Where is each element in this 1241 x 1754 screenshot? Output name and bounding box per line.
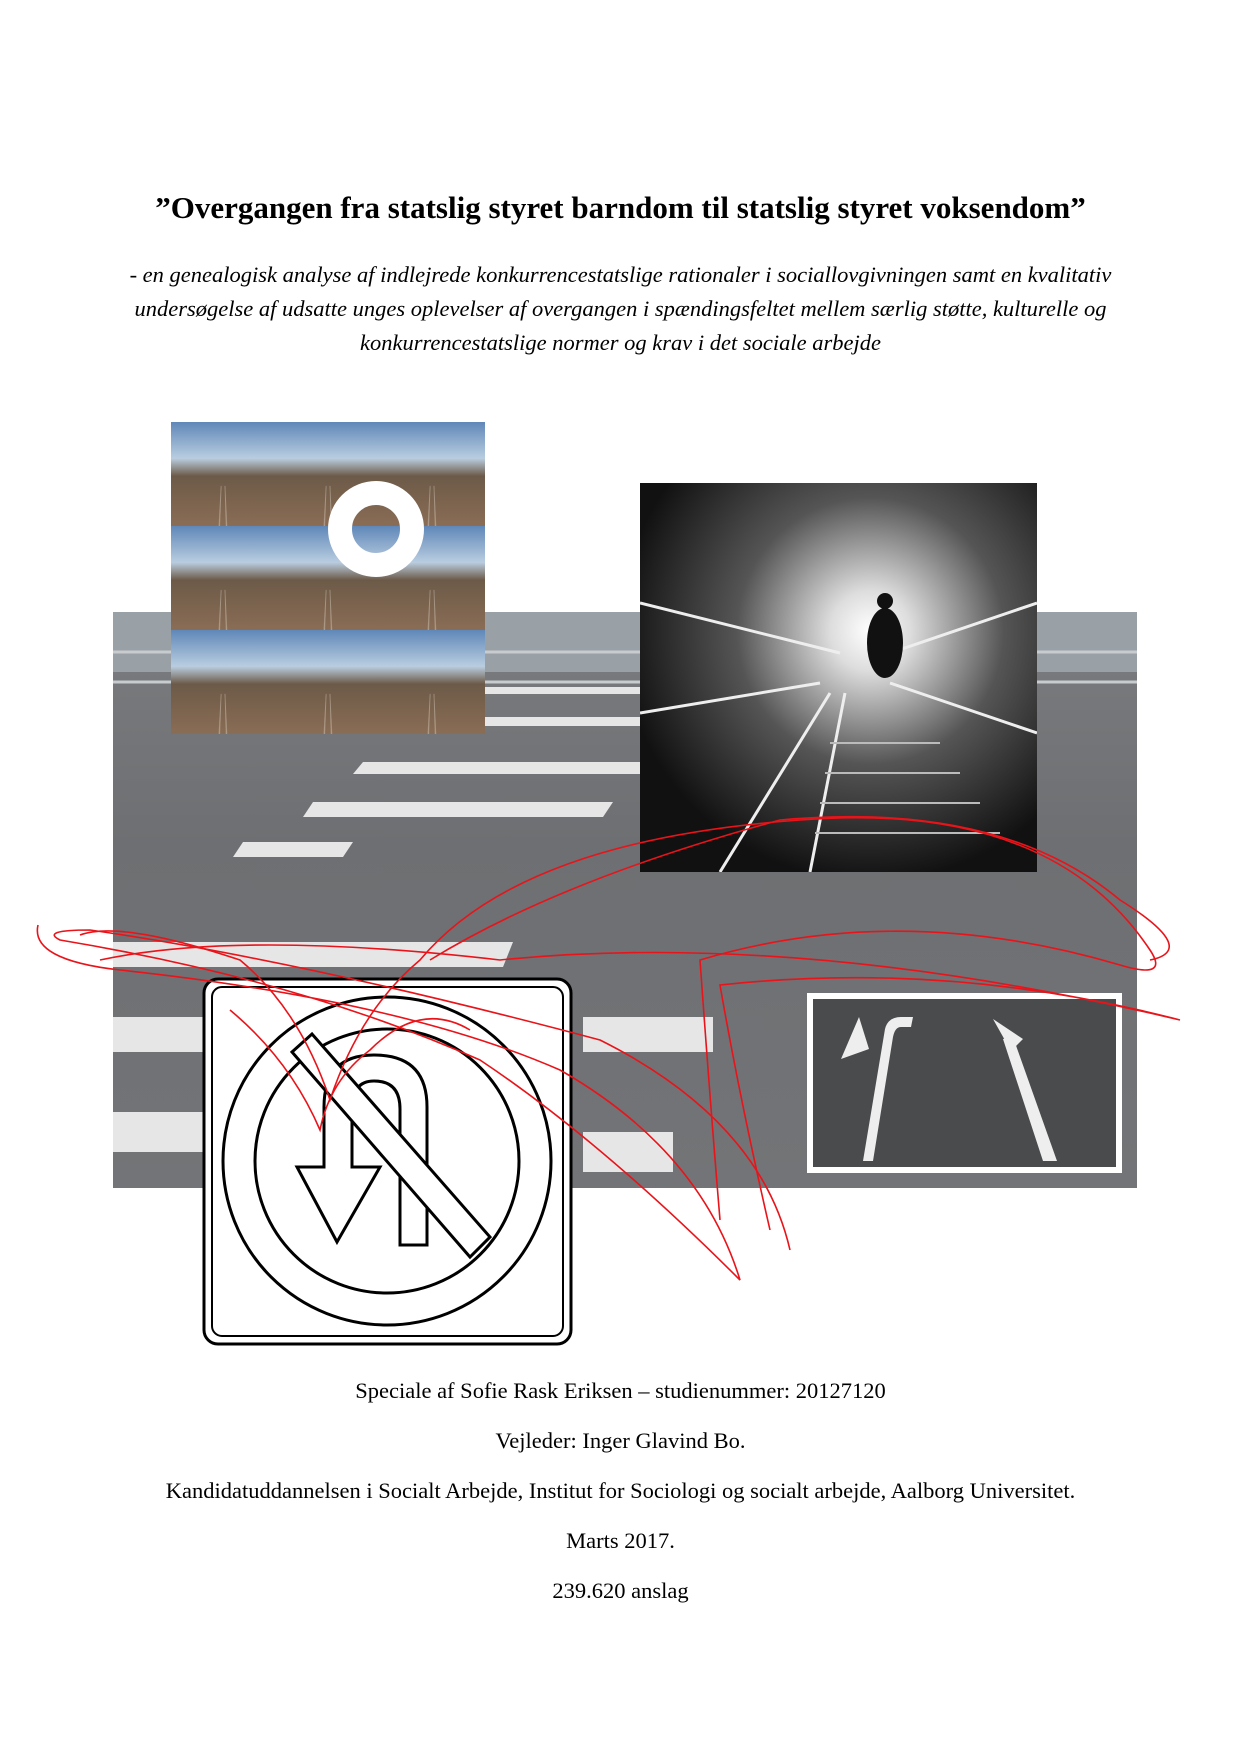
railway-collage-photo: [171, 422, 485, 734]
date-line: Marts 2017.: [566, 1528, 675, 1553]
ring-icon: [327, 480, 425, 578]
no-u-turn-sign-icon: [202, 977, 573, 1346]
road-arrows-photo: [807, 993, 1122, 1173]
supervisor-line: Vejleder: Inger Glavind Bo.: [495, 1428, 746, 1453]
document-subtitle: - en genealogisk analyse af indlejrede konkurrencestatslige rationaler i sociallovgivningen samt en kvalitativ undersøgelse af udsatte unges oplevelser af overgangen i spændingsfeltet mellem særlig støtte, kulturelle og konkurrencestatslige normer og krav i det sociale arbejde: [129, 262, 1112, 355]
escalator-photo: [640, 483, 1037, 872]
document-title: ”Overgangen fra statslig styret barndom til statslig styret voksendom”: [155, 190, 1086, 225]
author-line: Speciale af Sofie Rask Eriksen – studienummer: 20127120: [355, 1378, 886, 1403]
character-count-line: 239.620 anslag: [552, 1578, 689, 1603]
institution-line: Kandidatuddannelsen i Socialt Arbejde, Institut for Sociologi og socialt arbejde, Aalborg Universitet.: [165, 1478, 1076, 1503]
